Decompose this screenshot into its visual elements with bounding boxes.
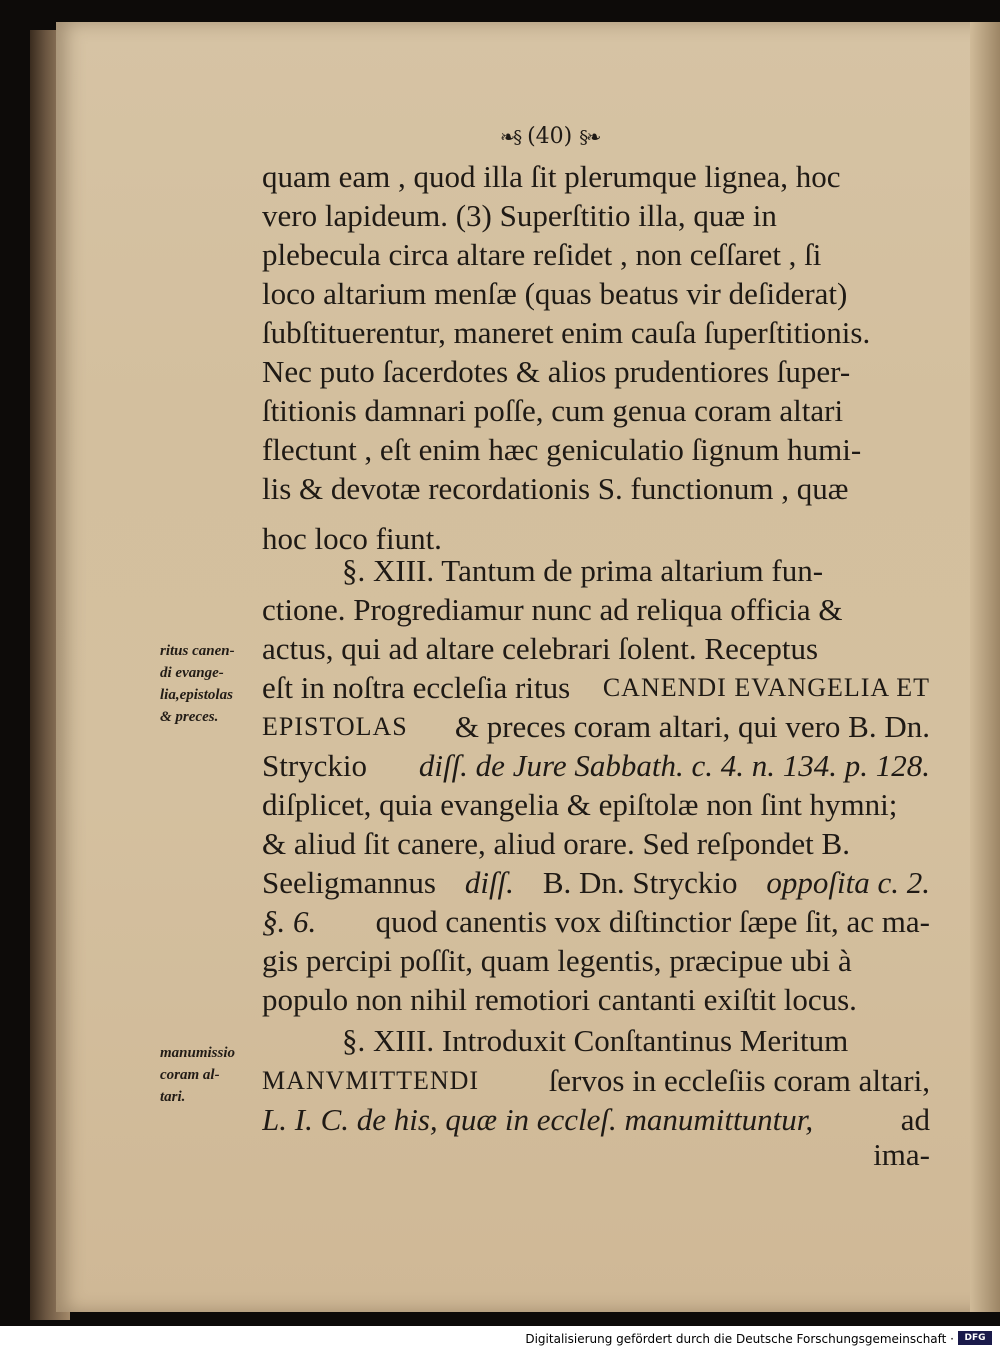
text-line: ſubſtituerentur, maneret enim cauſa ſuperſtitionis.: [262, 315, 871, 350]
dfg-logo: DFG: [958, 1331, 992, 1345]
page-header: [500, 124, 700, 152]
catchword: ima-: [873, 1137, 930, 1172]
text-line: Nec puto ſacerdotes & alios prudentiores ſuper-: [262, 354, 851, 389]
text-line: EPISTOLAS & preces coram altari, qui vero B. Dn.: [262, 709, 930, 744]
footer-bar: [0, 1326, 1000, 1351]
text-line: eſt in noſtra eccleſia ritus CANENDI EVANGELIA ET: [262, 670, 930, 705]
text-line: loco altarium menſæ (quas beatus vir deſiderat): [262, 276, 848, 311]
text-line: hoc loco fiunt.: [262, 521, 442, 556]
page-number: (40): [527, 124, 573, 149]
text-line: populo non nihil remotiori cantanti exiſtit locus.: [262, 982, 857, 1017]
header-ornament-left: ❧§: [500, 127, 521, 148]
text-line: Seeligmannus diſſ. B. Dn. Stryckio oppoſita c. 2.: [262, 865, 930, 900]
text-line: vero lapideum. (3) Superſtitio illa, quæ in: [262, 198, 777, 233]
page-right-margin: [970, 22, 1000, 1312]
footer-credit: Digitalisierung gefördert durch die Deutsche Forschungsgemeinschaft ·: [525, 1332, 954, 1346]
text-line: Stryckio diſſ. de Jure Sabbath. c. 4. n. 134. p. 128.: [262, 748, 930, 783]
text-line: plebecula circa altare reſidet , non ceſſaret , ſi: [262, 237, 822, 272]
text-line: lis & devotæ recordationis S. functionum , quæ: [262, 471, 849, 506]
text-line: ſtitionis damnari poſſe, cum genua coram altari: [262, 393, 844, 428]
text-line: L. I. C. de his, quæ in eccleſ. manumittuntur, ad: [262, 1102, 930, 1137]
text-line: diſplicet, quia evangelia & epiſtolæ non ſint hymni;: [262, 787, 898, 822]
margin-note: manumissio coram al- tari.: [160, 1045, 236, 1105]
text-line: flectunt , eſt enim hæc geniculatio ſignum humi-: [262, 432, 862, 467]
text-line: gis percipi poſſit, quam legentis, præcipue ubi à: [262, 943, 852, 978]
text-line: & aliud ſit canere, aliud orare. Sed reſpondet B.: [262, 826, 850, 861]
text-line: quam eam , quod illa ſit plerumque lignea, hoc: [262, 159, 841, 194]
section-heading-line: §. XIII. Tantum de prima altarium fun-: [342, 553, 824, 588]
text-line: actus, qui ad altare celebrari ſolent. Receptus: [262, 631, 819, 666]
text-line: §. 6. quod canentis vox diſtinctior ſæpe ſit, ac ma-: [262, 904, 930, 939]
section-heading-line: §. XIII. Introduxit Conſtantinus Meritum: [342, 1023, 849, 1058]
header-ornament-right: §❧: [579, 127, 600, 148]
text-line: MANVMITTENDI ſervos in eccleſiis coram altari,: [262, 1063, 930, 1098]
margin-note: ritus canen- di evange- lia,epistolas & preces.: [160, 643, 235, 725]
text-line: ctione. Progrediamur nunc ad reliqua officia &: [262, 592, 843, 627]
